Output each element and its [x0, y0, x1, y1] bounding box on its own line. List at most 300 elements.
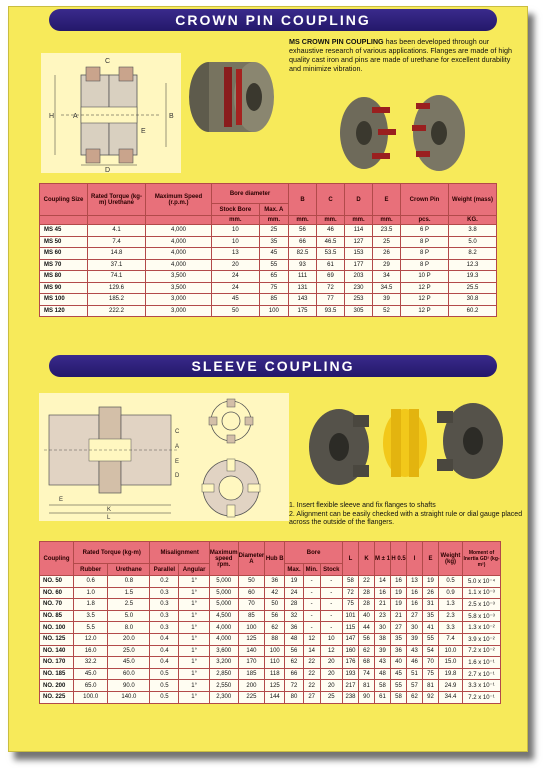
table-cell: 19 [423, 576, 439, 588]
table-cell: 7.4 [439, 633, 463, 645]
table-cell: 203 [345, 271, 373, 283]
table-cell: 40 [359, 610, 375, 622]
table-cell: 25 [373, 236, 401, 248]
dim-label: K [107, 507, 112, 513]
table-cell: 3.9 x 10⁻² [463, 633, 501, 645]
table-row [40, 680, 501, 692]
dim-label: A [175, 444, 180, 450]
table-cell: 1.3 x 10⁻² [463, 622, 501, 634]
table-cell: 176 [343, 657, 359, 669]
table-cell: 1° [179, 622, 210, 634]
table-cell: 16 [407, 599, 423, 611]
col-header: Diameter A [238, 542, 265, 576]
row-label: NO. 185 [40, 668, 74, 680]
table-cell: 1° [179, 587, 210, 599]
table-cell: 19 [391, 587, 407, 599]
table-cell: - [320, 622, 342, 634]
table-cell: 44 [359, 622, 375, 634]
table-cell: 12 P [401, 294, 449, 306]
unit-label: mm. [345, 216, 373, 225]
unit-label: mm. [317, 216, 345, 225]
table-cell: 22 [303, 680, 320, 692]
table-cell: 16 [391, 576, 407, 588]
col-header: Weight (kg) [439, 542, 463, 576]
table-cell: 27 [407, 610, 423, 622]
table-cell: 37.1 [88, 259, 146, 271]
dim-label: D [175, 473, 180, 479]
table-cell: 56 [359, 633, 375, 645]
table-cell: 127 [345, 236, 373, 248]
table-cell: 93 [289, 259, 317, 271]
table-row [40, 305, 497, 317]
table-cell: 74.1 [88, 271, 146, 283]
table-cell: 16 [407, 587, 423, 599]
table-cell: 29 [373, 259, 401, 271]
table-row [40, 236, 497, 248]
row-label: NO. 225 [40, 691, 74, 703]
table-cell: 1° [179, 610, 210, 622]
col-header: Maximum speed rpm. [209, 542, 238, 576]
table-cell: - [320, 576, 342, 588]
table-cell: 22 [303, 657, 320, 669]
col-header: Stock [320, 564, 342, 576]
table-cell: 2.5 x 10⁻³ [463, 599, 501, 611]
col-header: Misalignment [150, 542, 209, 564]
table-cell: 65.0 [74, 680, 108, 692]
table-cell: 114 [345, 225, 373, 237]
row-label: MS 50 [40, 236, 88, 248]
table-cell: 0.4 [150, 645, 179, 657]
row-label: NO. 140 [40, 645, 74, 657]
table-cell: 14 [375, 576, 391, 588]
col-header: Bore diameter [212, 184, 289, 204]
table-cell: 1° [179, 668, 210, 680]
table-cell: - [303, 610, 320, 622]
table-cell: 0.3 [150, 587, 179, 599]
table-cell: 40 [391, 657, 407, 669]
table-cell: 0.5 [439, 576, 463, 588]
table-cell: 48 [375, 668, 391, 680]
table-cell: 5.0 [449, 236, 497, 248]
col-header: E [423, 542, 439, 576]
col-header: K [359, 542, 375, 576]
table-row [40, 599, 501, 611]
table-cell: 111 [289, 271, 317, 283]
table-row [40, 622, 501, 634]
col-header: L [343, 542, 359, 576]
table-cell: 13 [212, 248, 260, 260]
table-cell: 51 [407, 668, 423, 680]
table-cell: 5,000 [209, 576, 238, 588]
table-cell: 4.1 [88, 225, 146, 237]
table-cell: 43 [407, 645, 423, 657]
table-cell: 36 [265, 576, 285, 588]
table-cell: 62 [407, 691, 423, 703]
table-cell: 28 [359, 587, 375, 599]
col-header: Hub B [265, 542, 285, 576]
table-cell: 45.0 [74, 668, 108, 680]
sleeve-coupling-banner: SLEEVE COUPLING [49, 355, 497, 377]
table-cell: 50 [238, 576, 265, 588]
row-label: MS 70 [40, 259, 88, 271]
table-cell: 185 [238, 668, 265, 680]
table-cell: 8 P [401, 236, 449, 248]
table-cell: 217 [343, 680, 359, 692]
table-cell: 1° [179, 599, 210, 611]
col-header: Moment of Inertia GD² (kg-m²) [463, 542, 501, 576]
table-cell: 1° [179, 645, 210, 657]
table-row [40, 668, 501, 680]
table-row [40, 225, 497, 237]
table-cell: 0.9 [439, 587, 463, 599]
table-cell: 185.2 [88, 294, 146, 306]
crown-description-bold: MS CROWN PIN COUPLING [289, 37, 384, 46]
unit-label: mm. [373, 216, 401, 225]
table-cell: 60.2 [449, 305, 497, 317]
col-header: Coupling [40, 542, 74, 576]
table-cell: 30 [407, 622, 423, 634]
table-cell: 2.5 [108, 599, 150, 611]
table-cell: 27 [391, 622, 407, 634]
table-cell: 72 [285, 680, 304, 692]
table-cell: 56 [285, 645, 304, 657]
table-cell: 57 [407, 680, 423, 692]
table-cell: 70 [238, 599, 265, 611]
table-cell: 35 [391, 633, 407, 645]
table-cell: 5.5 [74, 622, 108, 634]
dim-label: C [105, 58, 111, 65]
table-cell: 20 [212, 259, 260, 271]
table-cell: 5,000 [209, 587, 238, 599]
unit-label: pcs. [401, 216, 449, 225]
table-cell: 7.2 x 10⁻¹ [463, 691, 501, 703]
table-cell: 62 [285, 657, 304, 669]
table-cell: 58 [391, 691, 407, 703]
table-cell: 55 [391, 680, 407, 692]
col-header: Crown Pin [401, 184, 449, 216]
table-cell: 222.2 [88, 305, 146, 317]
table-row [40, 282, 497, 294]
table-cell: 200 [238, 680, 265, 692]
table-cell: 5.0 [108, 610, 150, 622]
unit-label: mm. [212, 216, 260, 225]
table-cell: 3.3 x 10⁻¹ [463, 680, 501, 692]
col-header: M ± 1 [375, 542, 391, 576]
table-row [40, 645, 501, 657]
table-cell: 85 [238, 610, 265, 622]
table-cell: 125 [265, 680, 285, 692]
dim-label: D [105, 167, 111, 173]
table-cell: 12 P [401, 282, 449, 294]
table-cell: 131 [289, 282, 317, 294]
table-cell: 82.5 [289, 248, 317, 260]
table-cell: 61 [317, 259, 345, 271]
table-cell: 4,000 [146, 236, 212, 248]
table-cell: 8.0 [108, 622, 150, 634]
table-cell: 1° [179, 691, 210, 703]
table-cell: 35 [259, 236, 288, 248]
table-cell: 4,000 [209, 633, 238, 645]
table-cell: 45.0 [108, 657, 150, 669]
table-cell: 30 [375, 622, 391, 634]
table-row [40, 259, 497, 271]
table-cell: 28 [285, 599, 304, 611]
table-cell: 27 [303, 691, 320, 703]
table-cell: 4,000 [209, 622, 238, 634]
row-label: NO. 85 [40, 610, 74, 622]
table-cell: - [303, 587, 320, 599]
table-cell: 90 [359, 691, 375, 703]
table-cell: 52 [373, 305, 401, 317]
table-cell: 12 [320, 645, 342, 657]
table-cell: 56 [289, 225, 317, 237]
table-cell: 30.8 [449, 294, 497, 306]
table-cell: 0.3 [150, 610, 179, 622]
table-cell: 1.1 x 10⁻³ [463, 587, 501, 599]
table-cell: 153 [345, 248, 373, 260]
table-cell: 8.2 [449, 248, 497, 260]
table-cell: 26 [423, 587, 439, 599]
table-cell: 62 [359, 645, 375, 657]
table-cell: - [303, 576, 320, 588]
col-header: Coupling Size [40, 184, 88, 216]
table-cell: 81 [359, 680, 375, 692]
table-cell: 100.0 [74, 691, 108, 703]
table-cell: 34.5 [373, 282, 401, 294]
table-cell: 31 [423, 599, 439, 611]
table-cell: 43 [375, 657, 391, 669]
crown-description [289, 37, 519, 73]
dim-label: B [169, 113, 174, 120]
row-label: NO. 100 [40, 622, 74, 634]
table-cell: 25 [259, 225, 288, 237]
col-header: I [407, 542, 423, 576]
table-cell: 69 [317, 271, 345, 283]
table-cell: 20 [320, 657, 342, 669]
table-cell: 75 [423, 668, 439, 680]
table-cell: 48 [285, 633, 304, 645]
table-cell: 34 [373, 271, 401, 283]
row-label: NO. 60 [40, 587, 74, 599]
table-cell: 24 [285, 587, 304, 599]
table-cell: - [303, 622, 320, 634]
table-cell: 46.5 [317, 236, 345, 248]
table-cell: 10 [320, 633, 342, 645]
table-cell: 19 [391, 599, 407, 611]
table-cell: 16.0 [74, 645, 108, 657]
table-cell: 20 [320, 668, 342, 680]
table-cell: 53.5 [317, 248, 345, 260]
row-label: MS 120 [40, 305, 88, 317]
table-cell: 20 [320, 680, 342, 692]
table-cell: 39 [407, 633, 423, 645]
row-label: MS 45 [40, 225, 88, 237]
table-cell: 12.3 [449, 259, 497, 271]
table-cell: 23.5 [373, 225, 401, 237]
table-cell: 15.0 [439, 657, 463, 669]
table-cell: 10 P [401, 271, 449, 283]
table-cell: 5.8 x 10⁻³ [463, 610, 501, 622]
table-cell: 24.9 [439, 680, 463, 692]
col-header: C [317, 184, 345, 216]
table-cell: 41 [423, 622, 439, 634]
table-cell: 0.2 [150, 576, 179, 588]
col-header: Weight (mass) [449, 184, 497, 216]
row-label: MS 100 [40, 294, 88, 306]
table-cell: 177 [345, 259, 373, 271]
table-cell: 21 [375, 599, 391, 611]
table-cell: 8 P [401, 248, 449, 260]
col-header: Maximum Speed (r.p.m.) [146, 184, 212, 216]
col-header: Rated Torque (kg-m) [74, 542, 150, 564]
table-cell: 100 [259, 305, 288, 317]
row-label: NO. 125 [40, 633, 74, 645]
table-cell: 19 [285, 576, 304, 588]
table-cell: 77 [317, 294, 345, 306]
table-cell: 12 P [401, 305, 449, 317]
table-cell: 58 [343, 576, 359, 588]
table-cell: 140 [238, 645, 265, 657]
table-cell: 39 [373, 294, 401, 306]
table-cell: 38 [375, 633, 391, 645]
col-header: Urethane [108, 564, 150, 576]
table-cell: 70 [423, 657, 439, 669]
table-cell: 39 [375, 645, 391, 657]
table-cell: 88 [265, 633, 285, 645]
table-cell: 193 [343, 668, 359, 680]
table-cell: 60.0 [108, 668, 150, 680]
table-cell: 0.5 [150, 668, 179, 680]
table-cell: 74 [359, 668, 375, 680]
table-cell: 1.5 [108, 587, 150, 599]
table-cell: 90.0 [108, 680, 150, 692]
table-cell: 56 [265, 610, 285, 622]
table-cell: 101 [343, 610, 359, 622]
dim-label: L [107, 515, 111, 521]
table-cell: 26 [373, 248, 401, 260]
table-cell: 2,850 [209, 668, 238, 680]
table-cell: 100 [238, 622, 265, 634]
table-row [40, 294, 497, 306]
table-cell: 225 [238, 691, 265, 703]
table-cell: 115 [343, 622, 359, 634]
table-cell: 2.3 [439, 610, 463, 622]
unit-label: KG. [449, 216, 497, 225]
table-cell: 0.5 [150, 691, 179, 703]
table-cell: 46 [317, 225, 345, 237]
table-cell: 2.7 x 10⁻¹ [463, 668, 501, 680]
col-header: B [289, 184, 317, 216]
table-cell: 13 [407, 576, 423, 588]
table-cell: 45 [259, 248, 288, 260]
crown-pin-banner: CROWN PIN COUPLING [49, 9, 497, 31]
table-cell: 85 [259, 294, 288, 306]
col-header: Rubber [74, 564, 108, 576]
table-cell: 129.6 [88, 282, 146, 294]
table-cell: 75 [343, 599, 359, 611]
table-cell: 22 [359, 576, 375, 588]
table-cell: 93.5 [317, 305, 345, 317]
table-cell: 35 [423, 610, 439, 622]
dim-label: A [73, 113, 78, 120]
table-row [40, 587, 501, 599]
table-cell: - [320, 599, 342, 611]
table-cell: 2,550 [209, 680, 238, 692]
table-cell: 75 [259, 282, 288, 294]
table-cell: 230 [345, 282, 373, 294]
table-cell: 1° [179, 657, 210, 669]
table-cell: 45 [391, 668, 407, 680]
table-cell: 0.3 [150, 622, 179, 634]
table-cell: 34.4 [439, 691, 463, 703]
unit-label: mm. [259, 216, 288, 225]
table-cell: 3.5 [74, 610, 108, 622]
table-cell: 66 [289, 236, 317, 248]
dim-label: E [141, 128, 146, 135]
table-row [40, 657, 501, 669]
unit-label: mm. [289, 216, 317, 225]
table-cell: 5.0 x 10⁻⁴ [463, 576, 501, 588]
table-cell: 1° [179, 633, 210, 645]
table-cell: 42 [265, 587, 285, 599]
table-cell: 24 [212, 271, 260, 283]
table-cell: 1° [179, 576, 210, 588]
table-cell: 16 [375, 587, 391, 599]
table-cell: 62 [265, 622, 285, 634]
table-cell: 25.5 [449, 282, 497, 294]
table-cell: 32 [285, 610, 304, 622]
table-cell: 1.8 [74, 599, 108, 611]
table-cell: 7.4 [88, 236, 146, 248]
table-cell: 55 [423, 633, 439, 645]
table-cell: 147 [343, 633, 359, 645]
table-row [40, 576, 501, 588]
table-cell: 45 [212, 294, 260, 306]
table-cell: 12 [303, 633, 320, 645]
row-label: NO. 170 [40, 657, 74, 669]
table-cell: 175 [289, 305, 317, 317]
table-cell: 3,600 [209, 645, 238, 657]
table-cell: 3,000 [146, 305, 212, 317]
table-cell: 4,000 [146, 259, 212, 271]
table-row [40, 691, 501, 703]
row-label: NO. 70 [40, 599, 74, 611]
table-cell: 22 [303, 668, 320, 680]
table-cell: 21 [391, 610, 407, 622]
sleeve-coupling-drawing [39, 393, 289, 521]
table-cell: 50 [212, 305, 260, 317]
row-label: NO. 50 [40, 576, 74, 588]
table-cell: - [320, 587, 342, 599]
table-cell: 8 P [401, 259, 449, 271]
crown-coupling-photo-exploded [334, 85, 474, 180]
table-cell: 80 [285, 691, 304, 703]
table-cell: 72 [317, 282, 345, 294]
col-header: Stock Bore [212, 204, 260, 216]
dim-label: E [59, 497, 64, 503]
table-cell: 72 [343, 587, 359, 599]
sleeve-note: 1. Insert flexible sleeve and fix flanges to shafts [289, 502, 436, 509]
table-cell: 100 [265, 645, 285, 657]
table-cell: 19.8 [439, 668, 463, 680]
col-header: E [373, 184, 401, 216]
table-cell: - [303, 599, 320, 611]
table-cell: 19.3 [449, 271, 497, 283]
table-cell: 1° [179, 680, 210, 692]
catalog-page [8, 6, 528, 752]
table-cell: 4,000 [146, 225, 212, 237]
table-cell: 32.2 [74, 657, 108, 669]
